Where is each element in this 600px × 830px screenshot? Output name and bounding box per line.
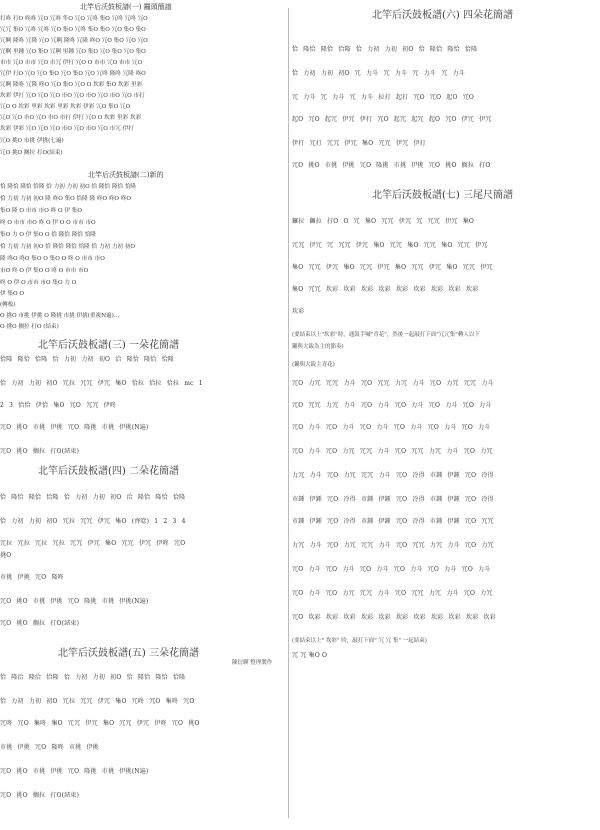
section-5-title: 北竿后沃鼓板譜(五) 三朵花簡譜 xyxy=(58,648,199,659)
score-line: 坎彩 伊打 冗O 冗O 冗O 市O 冗O 市O 冗O 市O 冗O 市打 xyxy=(0,93,145,99)
author-note: 陳衍聊 整理製作 xyxy=(232,660,273,666)
score-line: 恰 隆恰 隆恰 恰隆 恰 力初 力初 初O 洽 隆恰 隆恰 恰隆 xyxy=(0,494,186,501)
score-line: O 挑O 搁拉 打O (結束) xyxy=(0,324,59,330)
score-line: 力冗 力斗 冗O 力冗 冗冗 力斗 冗O 冗冗 力冗 力斗 冗O 力冗 xyxy=(292,542,494,549)
score-line: 集O 冗冗 伊冗 集O 冗冗 伊冗 集O 冗冗 伊冗 集O 冗冗 伊冗 xyxy=(292,264,493,271)
score-line: 集O 冗冗 坎彩 坎彩 坎彩 坎彩 坎彩 坎彩 坎彩 坎彩 坎彩 xyxy=(292,286,479,293)
score-line: 起O 冗O 起冗 伊冗 伊打 冗O 起冗 起冗 起O 冗O 伊冗 伊冗 xyxy=(292,116,492,123)
score-line: 坎彩 伊彩 冗O 冗O 冗O 市O 冗O 市O 冗O 市冗 伊打 xyxy=(0,126,134,132)
score-line: 市挑 伊挑 冗O 隆咚 市挑 伊挑 xyxy=(0,744,99,751)
score-line: 坎彩 xyxy=(292,308,305,315)
score-line: O 挑O 市挑 伊挑 O 隆挑 市挑 伊挑(重複N遍)… xyxy=(0,313,120,319)
score-line: 伊打 冗打 冗冗 伊冗 集O 冗冗 伊冗 伊打 xyxy=(292,140,426,147)
score-line: 伊 集O O xyxy=(0,291,24,297)
score-line: 冗O 力斗 冗O 力斗 冗O 力斗 冗O 力斗 冗O 力斗 冗O 力斗 xyxy=(292,566,491,573)
section-4-title: 北竿后沃鼓板譜(四) 二朵花簡譜 xyxy=(38,466,179,477)
score-line: 冗O 冗冗 力冗 力斗 冗O 力斗 冗O 力斗 冗O 力斗 冗O 力斗 xyxy=(292,402,492,409)
score-line: 冗O 力斗 冗O 力冗 冗冗 力斗 冗O 冗冗 力冗 力斗 冗O 力冗 xyxy=(292,448,493,455)
score-line: 冗咚 冗O 集咚 集O 冗冗 伊冗 集O 冗冗 伊冗 伊咚 冗O 挑O xyxy=(0,720,200,727)
score-line: 冗O 挑O 搁拉 打O(結束) xyxy=(0,448,80,455)
score-line: 恰 隆恰 隆恰 恰隆 恰 力初 力初 初O 恰 隆恰 隆恰 恰隆 xyxy=(0,184,137,190)
score-line: 冗O 力斗 冗O 力斗 冗O 力斗 冗O 力斗 冗O 力斗 冗O 力斗 xyxy=(292,424,491,431)
score-line: 恰 力初 力初 初O 冗 力斗 冗 力斗 冗 力斗 冗 力斗 xyxy=(292,70,465,77)
score-line: 冗O 挑O 市挑 伊挑 冗O 隆挑 市挑 伊挑(N遍) xyxy=(0,598,149,605)
score-line: 市O 咚 O 伊 集O O 咚 O 市市 市O xyxy=(0,268,89,274)
score-line: 市市 冗O 市市 冗O 市冗 伊打 冗O O 市市 冗O 市市 冗O xyxy=(0,60,143,66)
score-line: 冗O 挑O 市挑 伊挑 冗O 隆挑 市挑 伊挑(N遍) xyxy=(0,424,149,431)
score-line: 冗啊 隆咚 冗隆 咚O 冗O 集O 冗O O 坎彩 集O 坎彩 里彩 xyxy=(0,82,143,88)
score-line: 恰 力初 力初 初O 冗拉 冗冗 伊冗 集O 冗咚 冗O 集咚 冗O xyxy=(0,698,195,705)
instruction-note: (要結束以上"坎彩"時，通鼓手喊"青花"，然後一起敲打下面"冗冗集"轉人以下 xyxy=(292,332,480,338)
score-line: 市鍾 伊鍾 冗O 冷得 市鍾 伊鍾 冗O 冷得 市鍾 伊鍾 冗O 冷得 xyxy=(292,496,494,503)
section-3-title: 北竿后沃鼓板譜(三) 一朵花簡譜 xyxy=(38,340,179,351)
score-line: 冗O O 坎彩 里彩 坎彩 里彩 坎彩 伊彩 冗O 集O 冗O xyxy=(0,104,131,110)
instruction-note: (鑼與大鈸主青花) xyxy=(292,362,335,368)
score-line: 冗冗 集O 冗咚 冗咚 冗O 集O 冗咚 集O 集O 冗O 集O 集O xyxy=(0,27,146,33)
score-line: 冗O 挑O 市挑 伊挑 冗O 隆挑 市挑 伊挑(N遍) xyxy=(0,768,149,775)
score-line: 力冗 力斗 冗O 力冗 冗冗 力斗 冗O 冷得 市鍾 伊鍾 冗O 冷得 xyxy=(292,472,494,479)
score-line: 市鍾 伊鍾 冗O 冷得 市鍾 伊鍾 冗O 冷得 市鍾 伊鍾 冗O 冗冗 xyxy=(292,518,494,525)
score-line: 咚 O 市市 市O 咚 O 伊 O O 市市 市O xyxy=(0,220,96,226)
score-line: 打咚 打O 咚咚 冗O 冗咚 隼O 冗O 冗咚 集O 冗咚 冗咚 冗O xyxy=(0,16,148,22)
instruction-note: (要結束以上" 坎彩" 時，敲打下面" 冗 冗 集" 一起結束) xyxy=(292,638,427,644)
score-line: 冗O 挑O 搁拉 打O(結束) xyxy=(0,792,80,799)
score-line: 挑O xyxy=(0,552,12,559)
section-1-title: 北竿后沃鼓板譜(一) 鑼頭簡譜 xyxy=(80,3,172,11)
score-line: 冗 力斗 冗 力斗 冗 力斗 拉打 起打 冗O 冗O 起O 冗O xyxy=(292,94,475,101)
score-line: 集O 隆 O 市市 市O 咚 O 伊 集O xyxy=(0,208,82,214)
score-line: 冗O 挑O 市挑 伊挑(七遍) xyxy=(0,138,64,144)
score-line: 恰 力初 力初 初O 隆 咚O 集O 恰隆 隆 咚O 咚O 咚O xyxy=(0,196,131,202)
score-line: 冗啊 隆咚 冗隆 冗O 冗啊 隆咚 冗隆 咚O 冗O 集O 冗O 冗O xyxy=(0,38,148,44)
section-6-title: 北竿后沃鼓板譜(六) 四朵花簡譜 xyxy=(372,10,513,21)
score-line: 市挑 伊挑 冗O 隆咚 xyxy=(0,574,64,581)
score-line: 恰 力初 力初 初O 恰 隆恰 隆恰 恰隆 恰 力初 力初 初O xyxy=(0,244,136,250)
score-line: 冗O 坎彩 坎彩 坎彩 坎彩 坎彩 坎彩 坎彩 坎彩 坎彩 坎彩 坎彩 xyxy=(292,614,496,621)
instruction-note: 鑼與大鈸為主的節奏) xyxy=(292,344,344,350)
score-line: 冗O 挑O 搁拉 打O(結束) xyxy=(0,150,63,156)
score-line: 隆 咚O 咚O 集O O 集O O 咚 O 市市 市O xyxy=(0,256,105,262)
column-divider xyxy=(288,8,289,818)
score-line: 冗冗 伊冗 冗 冗冗 伊冗 集O 冗冗 集O 冗冗 集O 冗冗 伊冗 xyxy=(292,242,488,249)
score-line: 冗O 挑O 搁拉 打O(結束) xyxy=(0,620,80,627)
score-line: 集O 力 O 伊 集O O 恰 隆恰 隆恰 恰隆 xyxy=(0,232,96,238)
score-line: 恰隆 隆恰 恰隆 恰 力初 力初 初O 洽 隆恰 隆恰 恰隆 xyxy=(0,356,174,363)
section-2-title: 北竿后沃鼓板譜(二)新的 xyxy=(88,171,164,179)
score-line: 恰 隆恰 隆恰 恰隆 恰 力初 力初 初O 恰 隆恰 隆恰 恰隆 xyxy=(292,46,478,53)
score-line: 冗啊 里鍾 冗O 集O 冗啊 里鍾 冗O 集O 冗O 集O 冗O 集O xyxy=(0,49,146,55)
score-line: 鑼拉 鑼拉 打O O 冗 集O 冗冗 伊冗 冗 冗冗 伊冗 集O xyxy=(292,218,475,225)
score-line: 冗 冗 集O O xyxy=(292,652,328,659)
score-line: 2 3 恰恰 伊恰 集O 冗O 冗冗 伊咚 xyxy=(0,402,117,409)
section-7-title: 北竿后沃鼓板譜(七) 三尾尺簡譜 xyxy=(372,190,513,201)
score-line: 冗拉 冗拉 冗拉 冗拉 冗冗 伊冗 集O 冗冗 伊冗 伊咚 冗O xyxy=(0,540,186,547)
score-line: 冗O 力冗 冗冗 力斗 冗O 冗冗 力冗 力斗 冗O 力冗 冗冗 力斗 xyxy=(292,380,494,387)
score-line: 冗O 冗O 市O 冗O 市O 市打 伊打 冗O O 坎彩 里彩 坎彩 xyxy=(0,115,142,121)
score-line: 冗O 挑O 市挑 伊挑 冗O 隆挑 市挑 伊挑 冗O 挑O 搁拉 打O xyxy=(292,162,491,169)
score-line: 冗O 力斗 冗O 力冗 冗冗 力斗 冗O 冗冗 力冗 力斗 冗O 力冗 xyxy=(292,590,493,597)
score-line: (轉板) xyxy=(0,302,16,308)
score-line: 恰 力初 力初 初O 冗拉 冗冗 伊冗 集O (齊唸) 1 2 3 4 xyxy=(0,518,186,525)
score-line: 冗伊 打O 冗O 冗O 集O 冗O 集O 冗O 冗咚 隆咚 冗隆 咚O xyxy=(0,71,146,77)
score-line: 咚 O 伊 O 市市 市O 集O 力 O xyxy=(0,280,77,286)
score-line: 恰 力初 力初 初O 冗拉 冗冗 伊冗 集O 恰拉 恰拉 恰拉 mc 1 xyxy=(0,380,203,387)
score-line: 恰 隆洽 隆洽 恰隆 恰 力初 力初 初O 恰 隆恰 隆恰 恰隆 xyxy=(0,674,186,681)
